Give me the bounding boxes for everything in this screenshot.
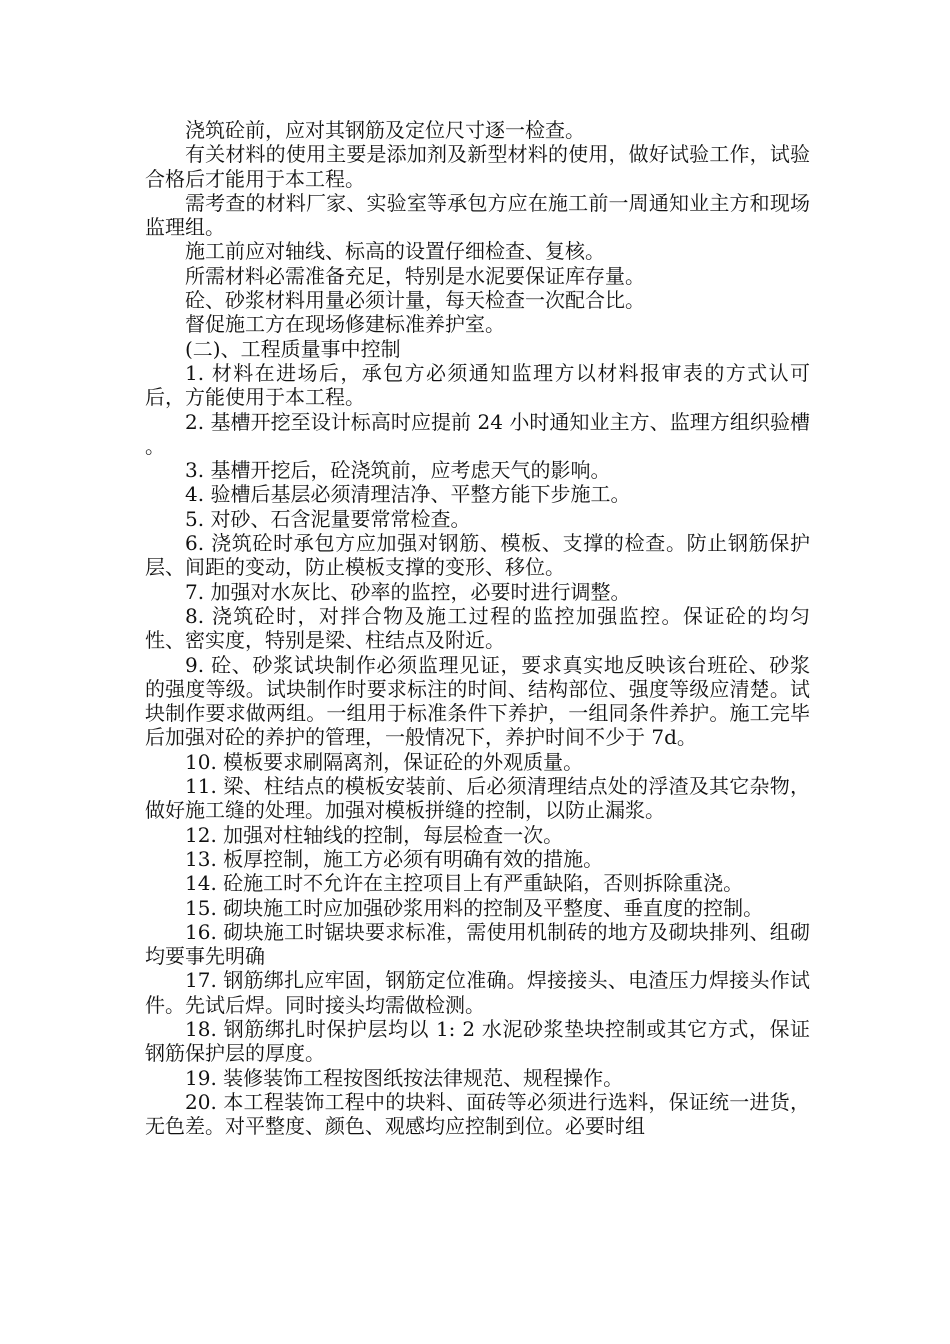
list-item: 1. 材料在进场后，承包方必须通知监理方以材料报审表的方式认可后，方能使用于本工程。 — [145, 360, 810, 410]
list-item: 16. 砌块施工时锯块要求标准，需使用机制砖的地方及砌块排列、组砌均要事先明确 — [145, 919, 810, 969]
list-item: 6. 浇筑砼时承包方应加强对钢筋、模板、支撑的检查。防止钢筋保护层、间距的变动，防止模板支撑的变形、移位。 — [145, 531, 810, 580]
section-heading: (二)、工程质量事中控制 — [185, 336, 401, 361]
list-item: 15. 砌块施工时应加强砂浆用料的控制及平整度、垂直度的控制。 — [185, 895, 764, 920]
list-item: 19. 装修装饰工程按图纸按法律规范、规程操作。 — [185, 1065, 624, 1090]
list-item: 5. 对砂、石含泥量要常常检查。 — [185, 506, 471, 531]
list-item: 14. 砼施工时不允许在主控项目上有严重缺陷，否则拆除重浇。 — [185, 871, 744, 896]
list-item: 18. 钢筋绑扎时保护层均以 1: 2 水泥砂浆垫块控制或其它方式，保证钢筋保护层的厚度。 — [145, 1016, 810, 1066]
list-item: 2. 基槽开挖至设计标高时应提前 24 小时通知业主方、监理方组织验槽 。 — [145, 409, 810, 458]
list-item: 13. 板厚控制，施工方必须有明确有效的措施。 — [185, 846, 604, 871]
list-item: 12. 加强对柱轴线的控制，每层检查一次。 — [185, 822, 564, 847]
list-item: 7. 加强对水灰比、砂率的监控，必要时进行调整。 — [185, 579, 631, 604]
paragraph: 施工前应对轴线、标高的设置仔细检查、复核。 — [185, 239, 605, 264]
list-item: 3. 基槽开挖后，砼浇筑前，应考虑天气的影响。 — [185, 458, 611, 483]
list-item: 9. 砼、砂浆试块制作必须监理见证，要求真实地反映该台班砼、砂浆的强度等级。试块制作时要求标注的时间、结构部位、强度等级应清楚。试块制作要求做两组。一组用于标准条件下养护，一组同条件养护。施工完毕后加强对砼的养护的管理，一般情况下，养护时间不少于 7d。 — [145, 652, 810, 750]
paragraph: 砼、砂浆材料用量必须计量，每天检查一次配合比。 — [185, 288, 645, 313]
document-body — [145, 118, 810, 1138]
list-item: 10. 模板要求刷隔离剂，保证砼的外观质量。 — [185, 749, 584, 774]
list-item: 4. 验槽后基层必须清理洁净、平整方能下步施工。 — [185, 482, 631, 507]
list-item: 8. 浇筑砼时，对拌合物及施工过程的监控加强监控。保证砼的均匀性、密实度，特别是梁、柱结点及附近。 — [145, 603, 810, 653]
paragraph: 需考查的材料厂家、实验室等承包方应在施工前一周通知业主方和现场监理组。 — [145, 190, 810, 240]
list-item: 17. 钢筋绑扎应牢固，钢筋定位准确。焊接接头、电渣压力焊接头作试件。先试后焊。同时接头均需做检测。 — [145, 968, 810, 1017]
paragraph: 浇筑砼前，应对其钢筋及定位尺寸逐一检查。 — [185, 118, 585, 142]
paragraph: 督促施工方在现场修建标准养护室。 — [185, 312, 505, 337]
paragraph: 所需材料必需准备充足，特别是水泥要保证库存量。 — [185, 263, 645, 288]
paragraph: 有关材料的使用主要是添加剂及新型材料的使用，做好试验工作，试验合格后才能用于本工程。 — [145, 142, 810, 191]
list-item: 11. 梁、柱结点的模板安装前、后必须清理结点处的浮渣及其它杂物，做好施工缝的处理。加强对模板拼缝的控制，以防止漏浆。 — [145, 774, 810, 823]
list-item: 20. 本工程装饰工程中的块料、面砖等必须进行选料，保证统一进货，无色差。对平整度、颜色、观感均应控制到位。必要时组 — [145, 1089, 810, 1139]
